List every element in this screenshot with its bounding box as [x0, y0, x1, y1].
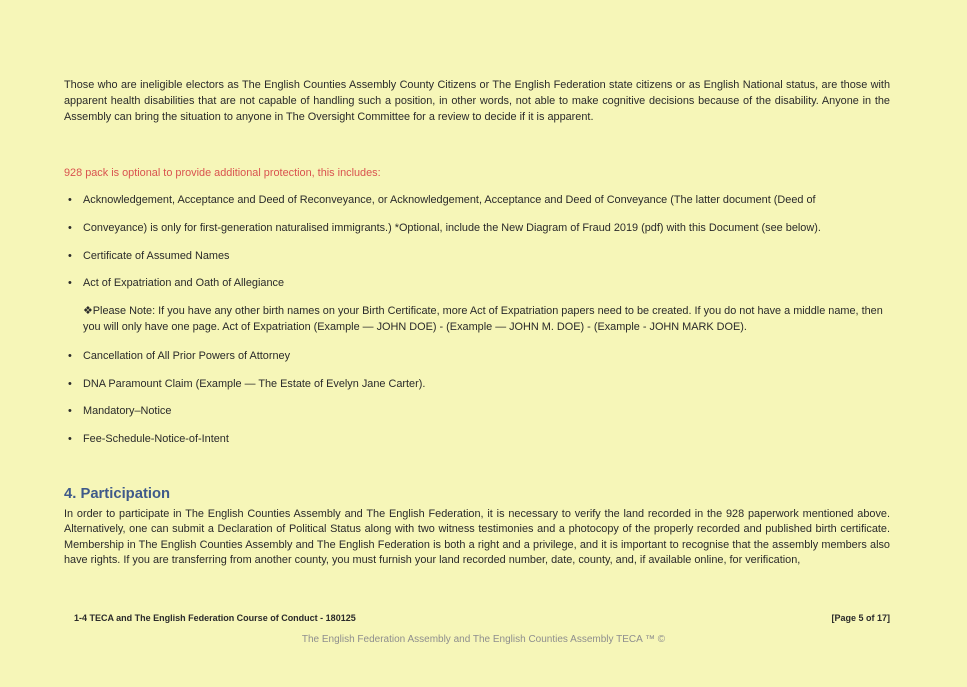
- list-item: • Act of Expatriation and Oath of Allegiance: [64, 276, 890, 292]
- bullet-icon: •: [68, 349, 72, 362]
- list-item: • Cancellation of All Prior Powers of Attorney: [64, 349, 890, 365]
- list-item: • Conveyance) is only for first-generation naturalised immigrants.) *Optional, include the New Diagram of Fraud 2019 (pdf) with this Document (see below).: [64, 221, 890, 237]
- footer-page-number: [Page 5 of 17]: [831, 613, 890, 623]
- bullet-icon: •: [68, 249, 72, 262]
- footer-course-title: 1-4 TECA and The English Federation Course of Conduct - 180125: [74, 613, 356, 623]
- bullet-icon: •: [68, 433, 72, 446]
- list-item: • Mandatory–Notice: [64, 404, 890, 420]
- pack-intro: 928 pack is optional to provide additional protection, this includes:: [64, 167, 381, 179]
- list-item: • DNA Paramount Claim (Example — The Estate of Evelyn Jane Carter).: [64, 377, 890, 393]
- list-item: • Fee-Schedule-Notice-of-Intent: [64, 432, 890, 448]
- participation-paragraph: In order to participate in The English Counties Assembly and The English Federation, it is necessary to verify the land recorded in the 928 paperwork mentioned above. Alternatively, one can submit a Declaration of Political Status along with two witness testimonies and a photocopy of the properly recorded and published birth certificate. Membership in The English Counties Assembly and The English Federation is both a right and a privilege, and it is important to recognise that the assembly members also have rights. If you are transferring from another county, you must furnish your land recorded number, date, county, and, if available online, for verification,: [64, 508, 890, 567]
- bullet-icon: •: [68, 221, 72, 234]
- footer-copyright: The English Federation Assembly and The English Counties Assembly TECA ™ ©: [301, 634, 666, 645]
- list-item: • Certificate of Assumed Names: [64, 249, 890, 265]
- bullet-icon: •: [68, 377, 72, 390]
- please-note: ❖Please Note: If you have any other birth names on your Birth Certificate, more Act of Expatriation papers need to be created. If you do not have a middle name, then you will only have one page. Act of Expatriation (Example — JOHN DOE) - (Example — JOHN M. DOE) - (Example - JOHN MARK DOE).: [83, 305, 883, 333]
- section-heading: 4. Participation: [64, 486, 171, 502]
- pack-items-list: [64, 193, 890, 460]
- bullet-icon: •: [68, 194, 72, 206]
- intro-paragraph: Those who are ineligible electors as The English Counties Assembly County Citizens or The English Federation state citizens or as English National status, are those with apparent health disabilities that are not capable of handling such a position, in other words, not able to make cognitive decisions because of the disability. Anyone in the Assembly can bring the situation to anyone in The Oversight Committee for a review to decide if it is apparent.: [64, 79, 890, 124]
- bullet-icon: •: [68, 405, 72, 418]
- list-item: • Acknowledgement, Acceptance and Deed of Reconveyance, or Acknowledgement, Acceptance and Deed of Conveyance (The latter document (Deed of: [64, 193, 890, 209]
- bullet-icon: •: [68, 277, 72, 290]
